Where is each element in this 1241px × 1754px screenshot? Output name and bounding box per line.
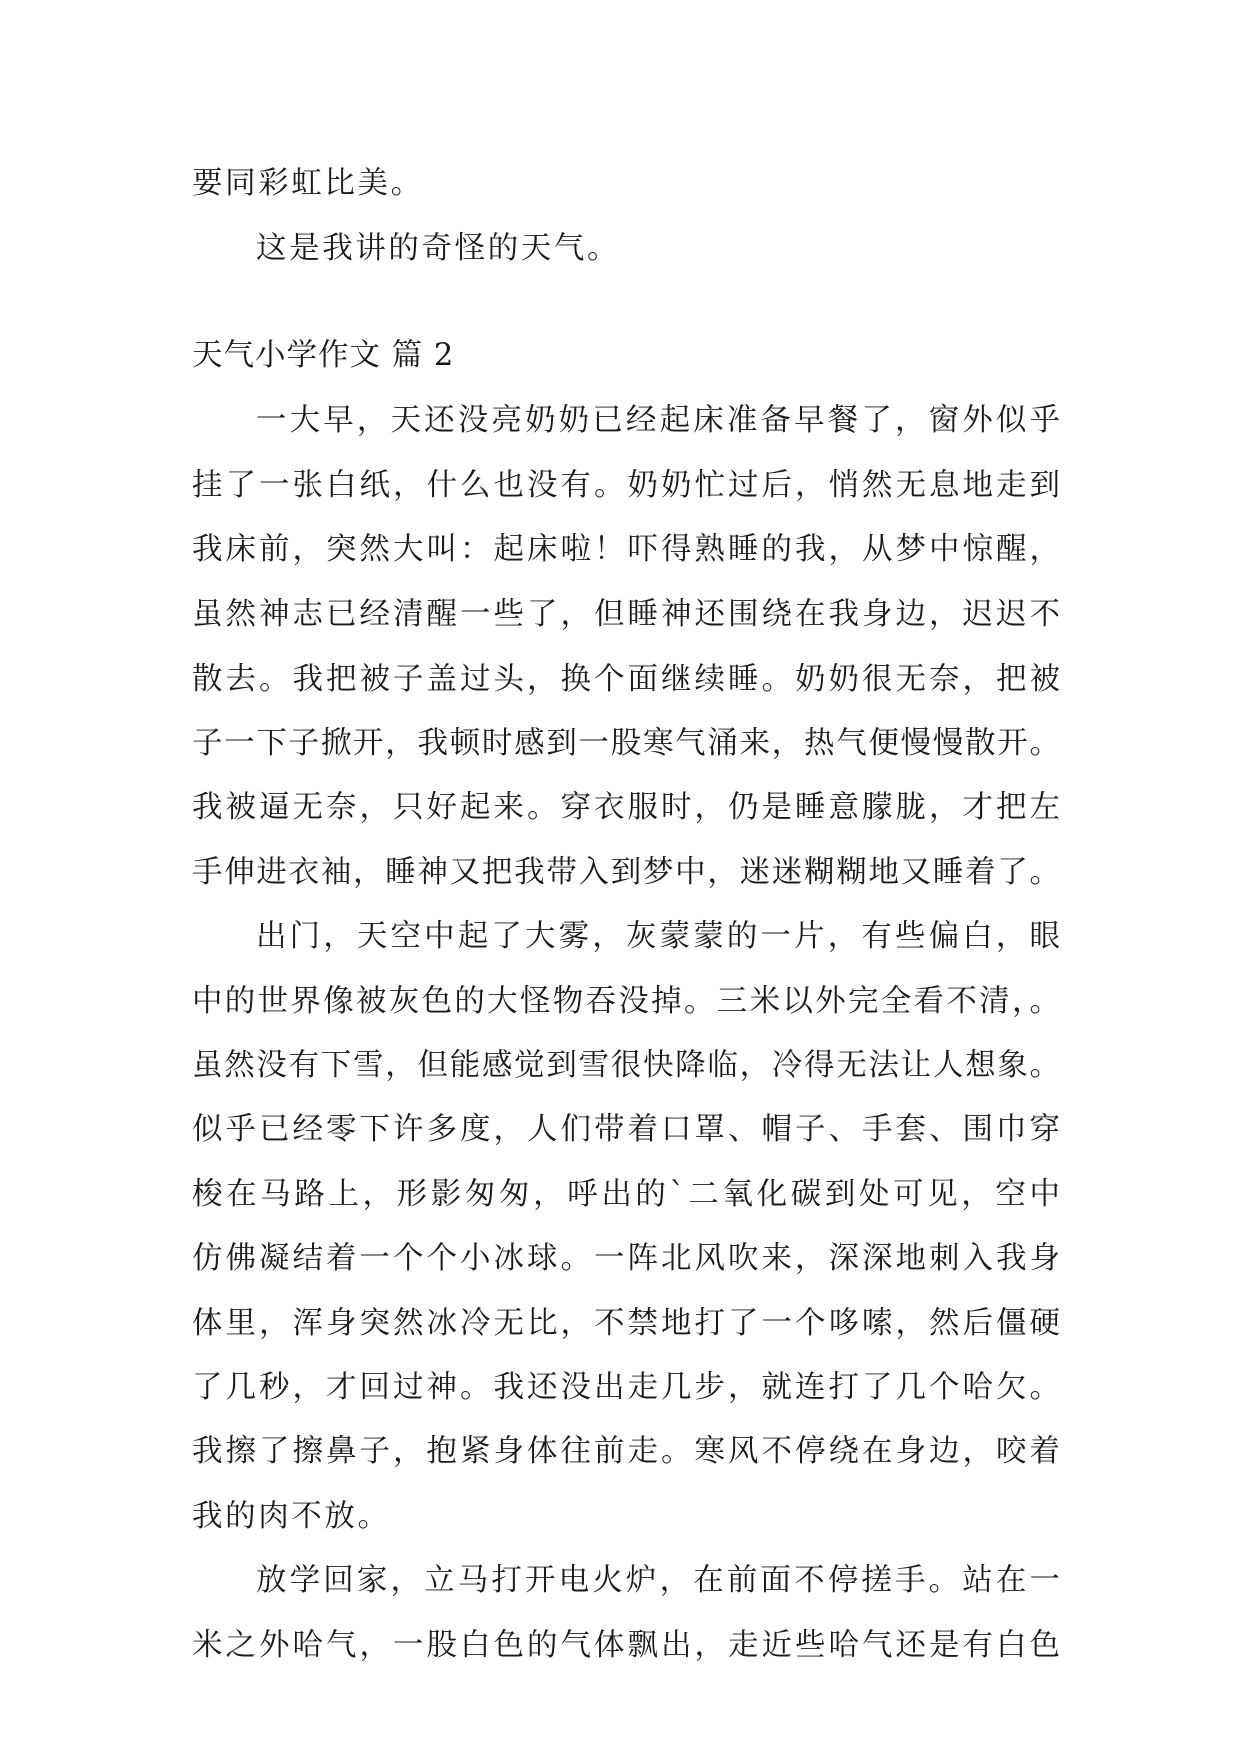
paragraph-line: 中的世界像被灰色的大怪物吞没掉。三米以外完全看不清，。 (192, 984, 1060, 1019)
paragraph-line: 似乎已经零下许多度，人们带着口罩、帽子、手套、围巾穿 (192, 1112, 1060, 1147)
paragraph-line: 我的肉不放。 (192, 1499, 391, 1534)
paragraph-line: 出门，天空中起了大雾，灰蒙蒙的一片，有些偏白，眼 (256, 919, 1060, 954)
paragraph-line: 散去。我把被子盖过头，换个面继续睡。奶奶很无奈，把被 (192, 662, 1060, 697)
section-title: 天气小学作文 篇 2 (192, 338, 455, 373)
paragraph-line: 手伸进衣袖，睡神又把我带入到梦中，迷迷糊糊地又睡着了。 (192, 855, 1060, 890)
paragraph-line: 体里，浑身突然冰冷无比，不禁地打了一个哆嗦，然后僵硬 (192, 1306, 1060, 1341)
paragraph-line: 了几秒，才回过神。我还没出走几步，就连打了几个哈欠。 (192, 1370, 1060, 1405)
paragraph-line: 虽然没有下雪，但能感觉到雪很快降临，冷得无法让人想象。 (192, 1048, 1060, 1083)
intro-line: 要同彩虹比美。 (192, 166, 424, 201)
paragraph-line: 一大早，天还没亮奶奶已经起床准备早餐了，窗外似乎 (256, 403, 1060, 438)
paragraph-line: 仿佛凝结着一个个小冰球。一阵北风吹来，深深地刺入我身 (192, 1241, 1060, 1276)
paragraph-line: 米之外哈气，一股白色的气体飘出，走近些哈气还是有白色 (192, 1628, 1060, 1663)
paragraph-line: 子一下子掀开，我顿时感到一股寒气涌来，热气便慢慢散开。 (192, 726, 1060, 761)
paragraph-line: 放学回家，立马打开电火炉，在前面不停搓手。站在一 (256, 1563, 1060, 1598)
intro-line: 这是我讲的奇怪的天气。 (256, 231, 621, 266)
paragraph-line: 梭在马路上，形影匆匆，呼出的`二氧化碳到处可见，空中 (192, 1177, 1060, 1212)
paragraph-line: 我被逼无奈，只好起来。穿衣服时，仍是睡意朦胧，才把左 (192, 790, 1060, 825)
paragraph-line: 我床前，突然大叫：起床啦！吓得熟睡的我，从梦中惊醒， (192, 532, 1060, 567)
paragraph-line: 挂了一张白纸，什么也没有。奶奶忙过后，悄然无息地走到 (192, 468, 1060, 503)
paragraph-line: 虽然神志已经清醒一些了，但睡神还围绕在我身边，迟迟不 (192, 597, 1060, 632)
paragraph-line: 我擦了擦鼻子，抱紧身体往前走。寒风不停绕在身边，咬着 (192, 1434, 1060, 1469)
